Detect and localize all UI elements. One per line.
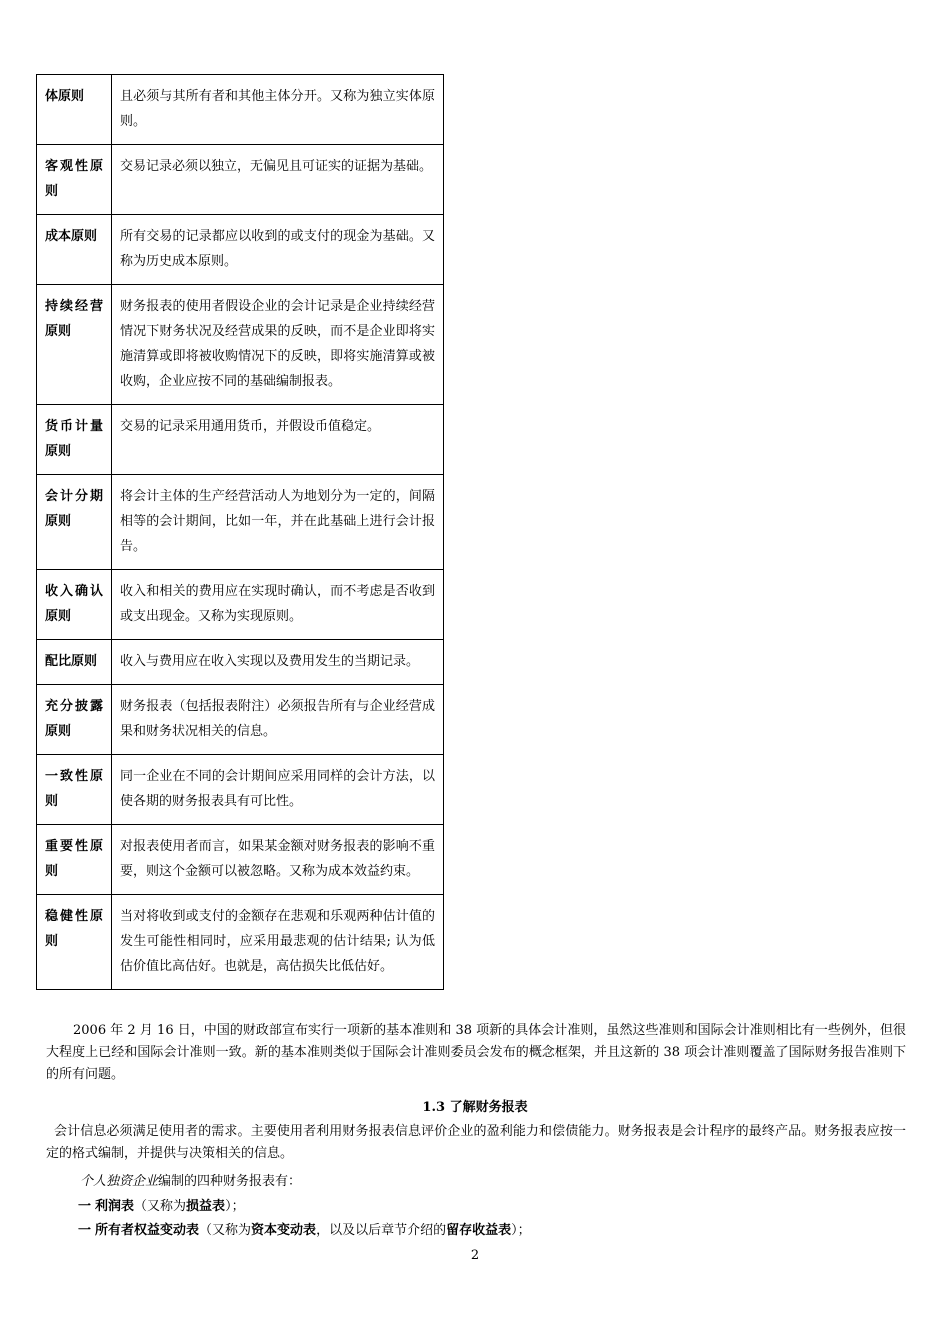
page-number: 2 (470, 1248, 480, 1263)
table-row (37, 895, 444, 990)
list-text: ）； (225, 1199, 245, 1214)
income-statement-term: 利润表 (95, 1199, 135, 1214)
table-row (37, 685, 444, 755)
table-row (37, 825, 444, 895)
principle-term: 一致性原则 (37, 755, 112, 825)
retained-earnings-term: 留存收益表 (446, 1223, 512, 1238)
table-row (37, 640, 444, 685)
principle-term: 收入确认原则 (37, 570, 112, 640)
principle-description: 且必须与其所有者和其他主体分开。又称为独立实体原则。 (112, 75, 444, 145)
principle-term: 重要性原则 (37, 825, 112, 895)
principle-term: 稳健性原则 (37, 895, 112, 990)
principle-description: 当对将收到或支付的金额存在悲观和乐观两种估计值的发生可能性相同时，应采用最悲观的估计结果; 认为低估价值比高估好。也就是，高估损失比低估好。 (112, 895, 444, 990)
list-text: （又称为 (134, 1199, 187, 1214)
list-dash: 一 (78, 1199, 92, 1214)
table-row (37, 755, 444, 825)
principle-description: 收入与费用应在收入实现以及费用发生的当期记录。 (112, 640, 444, 685)
list-item-equity-statement (78, 1220, 531, 1242)
principle-term: 会计分期原则 (37, 475, 112, 570)
list-text: （又称为 (199, 1223, 252, 1238)
table-row (37, 405, 444, 475)
table-row (37, 145, 444, 215)
paragraph-four-statements (80, 1171, 900, 1193)
principle-description: 所有交易的记录都应以收到的或支付的现金为基础。又称为历史成本原则。 (112, 215, 444, 285)
accounting-principles-table (36, 74, 444, 990)
sole-proprietorship-term: 个人独资企业 (80, 1174, 159, 1189)
principle-term: 客观性原则 (37, 145, 112, 215)
principle-description: 对报表使用者而言，如果某金额对财务报表的影响不重要，则这个金额可以被忽略。又称为成本效益约束。 (112, 825, 444, 895)
table-row (37, 475, 444, 570)
section-heading: 1.3 了解财务报表 (422, 1100, 528, 1115)
principle-term: 配比原则 (37, 640, 112, 685)
principle-description: 交易记录必须以独立，无偏见且可证实的证据为基础。 (112, 145, 444, 215)
principle-term: 充分披露原则 (37, 685, 112, 755)
table-row (37, 285, 444, 405)
profit-loss-term: 损益表 (186, 1199, 226, 1214)
table-row (37, 570, 444, 640)
equity-statement-term: 所有者权益变动表 (95, 1223, 200, 1238)
paragraph-accounting-standards: 2006 年 2 月 16 日，中国的财政部宣布实行一项新的基本准则和 38 项新的具体会计准则，虽然这些准则和国际会计准则相比有一些例外，但很大程度上已经和国际会计准则一致。新的基本准则类似于国际会计准则委员会发布的概念框架，并且这新的 38 项会计准则覆盖了国际财务报告准则下的所有问题。 (46, 1023, 906, 1082)
principle-term: 持续经营原则 (37, 285, 112, 405)
list-text: ）； (511, 1223, 531, 1238)
capital-statement-term: 资本变动表 (251, 1223, 317, 1238)
table-row (37, 215, 444, 285)
paragraph-user-needs: 会计信息必须满足使用者的需求。主要使用者利用财务报表信息评价企业的盈利能力和偿债能力。财务报表是会计程序的最终产品。财务报表应按一定的格式编制，并提供与决策相关的信息。 (46, 1124, 906, 1161)
principle-description: 同一企业在不同的会计期间应采用同样的会计方法，以使各期的财务报表具有可比性。 (112, 755, 444, 825)
principle-term: 成本原则 (37, 215, 112, 285)
table-row (37, 75, 444, 145)
list-item-income-statement (78, 1196, 245, 1218)
principle-term: 货币计量原则 (37, 405, 112, 475)
principle-description: 将会计主体的生产经营活动人为地划分为一定的，间隔相等的会计期间，比如一年，并在此基础上进行会计报告。 (112, 475, 444, 570)
list-dash: 一 (78, 1223, 92, 1238)
principle-description: 财务报表的使用者假设企业的会计记录是企业持续经营情况下财务状况及经营成果的反映，而不是企业即将实施清算或即将被收购情况下的反映，即将实施清算或被收购，企业应按不同的基础编制报表。 (112, 285, 444, 405)
list-text: ，以及以后章节介绍的 (316, 1223, 447, 1238)
principle-term: 体原则 (37, 75, 112, 145)
principle-description: 交易的记录采用通用货币，并假设币值稳定。 (112, 405, 444, 475)
principle-description: 财务报表（包括报表附注）必须报告所有与企业经营成果和财务状况相关的信息。 (112, 685, 444, 755)
principles-table-body (37, 75, 444, 990)
paragraph-four-statements-rest: 编制的四种财务报表有： (158, 1174, 302, 1189)
principle-description: 收入和相关的费用应在实现时确认，而不考虑是否收到或支出现金。又称为实现原则。 (112, 570, 444, 640)
